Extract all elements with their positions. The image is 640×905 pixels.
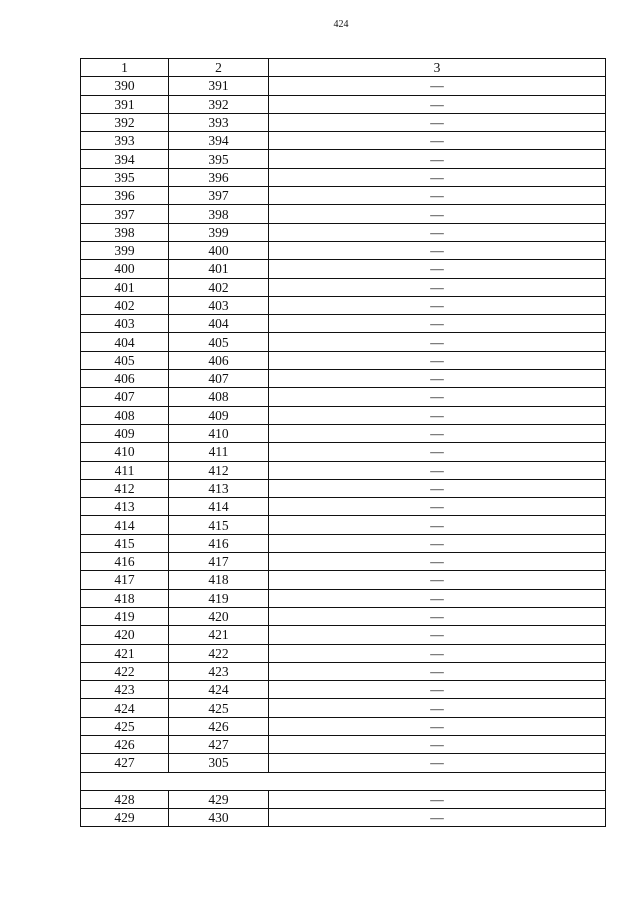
table-row <box>81 424 606 442</box>
table-cell-col-1: 424 <box>81 699 169 717</box>
table-cell-col-3: — <box>269 607 606 625</box>
page-number: 424 <box>333 19 349 30</box>
table-row <box>81 150 606 168</box>
table-row <box>81 735 606 753</box>
table-cell-col-1: 398 <box>81 223 169 241</box>
table-row <box>81 223 606 241</box>
table-cell-col-3: — <box>269 754 606 772</box>
table-cell-col-3: — <box>269 717 606 735</box>
table-cell-col-3: — <box>269 681 606 699</box>
table-cell-col-3: — <box>269 735 606 753</box>
table-cell-col-2: 427 <box>169 735 269 753</box>
table-cell-col-1: 403 <box>81 315 169 333</box>
table-cell-col-3: — <box>269 77 606 95</box>
table-cell-col-1: 392 <box>81 113 169 131</box>
table-row <box>81 754 606 772</box>
table-cell-col-3: — <box>269 589 606 607</box>
table-cell-col-3: — <box>269 644 606 662</box>
table-cell-col-2: 397 <box>169 187 269 205</box>
table-cell-col-2: 393 <box>169 113 269 131</box>
table-cell-col-3: — <box>269 461 606 479</box>
table-row <box>81 644 606 662</box>
table-cell-col-3: — <box>269 424 606 442</box>
table-cell-col-2: 426 <box>169 717 269 735</box>
table-cell-col-3: — <box>269 406 606 424</box>
table-cell-col-2: 412 <box>169 461 269 479</box>
table-cell-col-1: 421 <box>81 644 169 662</box>
table-cell-col-3: — <box>269 790 606 808</box>
table-row <box>81 296 606 314</box>
table-cell-col-1: 429 <box>81 809 169 827</box>
table-cell-col-2: 424 <box>169 681 269 699</box>
data-table <box>80 58 606 827</box>
table-row <box>81 388 606 406</box>
table-cell-col-2: 421 <box>169 626 269 644</box>
table-cell-col-3: — <box>269 241 606 259</box>
table-cell-col-2: 415 <box>169 516 269 534</box>
table-cell-col-3: — <box>269 278 606 296</box>
table-row <box>81 113 606 131</box>
table-header-row <box>81 59 606 77</box>
table-cell-col-3: — <box>269 370 606 388</box>
table-cell-col-1: 414 <box>81 516 169 534</box>
table-row <box>81 406 606 424</box>
table-cell-col-1: 408 <box>81 406 169 424</box>
table-cell-col-2: 422 <box>169 644 269 662</box>
table-row <box>81 662 606 680</box>
table-cell-col-2: 394 <box>169 132 269 150</box>
table-cell-col-2: 395 <box>169 150 269 168</box>
table-cell-col-1: 391 <box>81 95 169 113</box>
column-header-2: 2 <box>169 59 269 77</box>
table-cell-col-2: 392 <box>169 95 269 113</box>
table-cell-col-3: — <box>269 187 606 205</box>
table-cell-col-3: — <box>269 662 606 680</box>
table-cell-col-1: 418 <box>81 589 169 607</box>
table-row <box>81 461 606 479</box>
table-cell-col-1: 415 <box>81 534 169 552</box>
table-cell-col-2: 414 <box>169 498 269 516</box>
table-cell-col-2: 405 <box>169 333 269 351</box>
table-row <box>81 315 606 333</box>
table-cell-col-1: 390 <box>81 77 169 95</box>
table-cell-col-2: 416 <box>169 534 269 552</box>
table-cell-col-3: — <box>269 553 606 571</box>
table-cell-col-3: — <box>269 351 606 369</box>
table-cell-col-3: — <box>269 168 606 186</box>
table-row <box>81 607 606 625</box>
table-cell-col-2: 406 <box>169 351 269 369</box>
table-cell-col-2: 410 <box>169 424 269 442</box>
table-cell-col-2: 401 <box>169 260 269 278</box>
table-row <box>81 589 606 607</box>
column-header-3: 3 <box>269 59 606 77</box>
table-cell-col-1: 423 <box>81 681 169 699</box>
table-cell-col-2: 391 <box>169 77 269 95</box>
table-cell-col-1: 413 <box>81 498 169 516</box>
table-cell-col-3: — <box>269 571 606 589</box>
table-cell-col-2: 400 <box>169 241 269 259</box>
table-cell-col-1: 410 <box>81 443 169 461</box>
table-row <box>81 333 606 351</box>
table-cell-col-2: 408 <box>169 388 269 406</box>
table-row <box>81 205 606 223</box>
table-body <box>81 77 606 827</box>
table-cell-col-1: 397 <box>81 205 169 223</box>
table-cell-col-2: 411 <box>169 443 269 461</box>
table-cell-col-1: 401 <box>81 278 169 296</box>
table-cell-col-1: 428 <box>81 790 169 808</box>
table-row <box>81 479 606 497</box>
table-cell-col-2: 430 <box>169 809 269 827</box>
table-row <box>81 351 606 369</box>
table-cell-col-2: 423 <box>169 662 269 680</box>
table-cell-col-1: 426 <box>81 735 169 753</box>
table-cell-col-1: 400 <box>81 260 169 278</box>
table-cell-col-3: — <box>269 534 606 552</box>
table-cell-col-3: — <box>269 388 606 406</box>
table-cell-col-2: 305 <box>169 754 269 772</box>
table-row <box>81 241 606 259</box>
table-row <box>81 516 606 534</box>
table-cell-col-3: — <box>269 150 606 168</box>
table-cell-col-1: 402 <box>81 296 169 314</box>
table-cell-col-2: 403 <box>169 296 269 314</box>
table-row <box>81 77 606 95</box>
table-cell-col-3: — <box>269 315 606 333</box>
table-cell-col-1: 406 <box>81 370 169 388</box>
table-row <box>81 717 606 735</box>
table-cell-col-2: 418 <box>169 571 269 589</box>
table-cell-col-3: — <box>269 95 606 113</box>
table-cell-col-3: — <box>269 223 606 241</box>
column-header-1: 1 <box>81 59 169 77</box>
table-cell-col-1: 412 <box>81 479 169 497</box>
table-cell-col-2: 419 <box>169 589 269 607</box>
table-cell-col-3: — <box>269 260 606 278</box>
table-cell-col-1: 427 <box>81 754 169 772</box>
table-row <box>81 443 606 461</box>
table-cell-col-2: 396 <box>169 168 269 186</box>
table-cell-col-1: 407 <box>81 388 169 406</box>
table-cell-col-1: 396 <box>81 187 169 205</box>
table-cell-col-1: 393 <box>81 132 169 150</box>
table-cell-col-2: 420 <box>169 607 269 625</box>
table-cell-col-1: 419 <box>81 607 169 625</box>
table-cell-col-3: — <box>269 443 606 461</box>
table-cell-col-3: — <box>269 516 606 534</box>
table-cell-col-3: — <box>269 626 606 644</box>
table-cell-col-3: — <box>269 809 606 827</box>
table-cell-col-1: 422 <box>81 662 169 680</box>
table-cell-col-2: 413 <box>169 479 269 497</box>
table-cell-col-1: 417 <box>81 571 169 589</box>
table-cell-col-2: 425 <box>169 699 269 717</box>
table-cell-col-3: — <box>269 205 606 223</box>
table-cell-col-2: 402 <box>169 278 269 296</box>
table-row <box>81 498 606 516</box>
table-cell-col-3: — <box>269 699 606 717</box>
table-row <box>81 278 606 296</box>
table-cell-col-1: 399 <box>81 241 169 259</box>
table-cell-col-2: 429 <box>169 790 269 808</box>
table-row <box>81 168 606 186</box>
table-cell-col-2: 399 <box>169 223 269 241</box>
table-cell-col-1: 420 <box>81 626 169 644</box>
table-cell-col-1: 404 <box>81 333 169 351</box>
table-cell-col-2: 404 <box>169 315 269 333</box>
table-row <box>81 370 606 388</box>
table-cell-col-1: 416 <box>81 553 169 571</box>
table-cell-col-2: 417 <box>169 553 269 571</box>
table-cell-col-3: — <box>269 113 606 131</box>
table-row <box>81 95 606 113</box>
table-row <box>81 553 606 571</box>
table-cell-col-3: — <box>269 333 606 351</box>
table-row <box>81 260 606 278</box>
table-cell-col-3: — <box>269 498 606 516</box>
table-row <box>81 187 606 205</box>
table-spacer-row <box>81 772 606 790</box>
table-row <box>81 809 606 827</box>
table-cell-col-2: 398 <box>169 205 269 223</box>
table-cell-col-1: 395 <box>81 168 169 186</box>
table-cell-col-1: 425 <box>81 717 169 735</box>
table-row <box>81 699 606 717</box>
table-cell-col-1: 409 <box>81 424 169 442</box>
table-row <box>81 790 606 808</box>
table-cell-col-3: — <box>269 479 606 497</box>
table-cell-col-3: — <box>269 296 606 314</box>
table-cell-col-1: 411 <box>81 461 169 479</box>
table-row <box>81 132 606 150</box>
table-row <box>81 681 606 699</box>
table-row <box>81 534 606 552</box>
table-cell-col-2: 409 <box>169 406 269 424</box>
table-row <box>81 626 606 644</box>
table-spacer-cell <box>81 772 606 790</box>
table-cell-col-1: 394 <box>81 150 169 168</box>
table-cell-col-1: 405 <box>81 351 169 369</box>
table-cell-col-3: — <box>269 132 606 150</box>
table-row <box>81 571 606 589</box>
table-cell-col-2: 407 <box>169 370 269 388</box>
